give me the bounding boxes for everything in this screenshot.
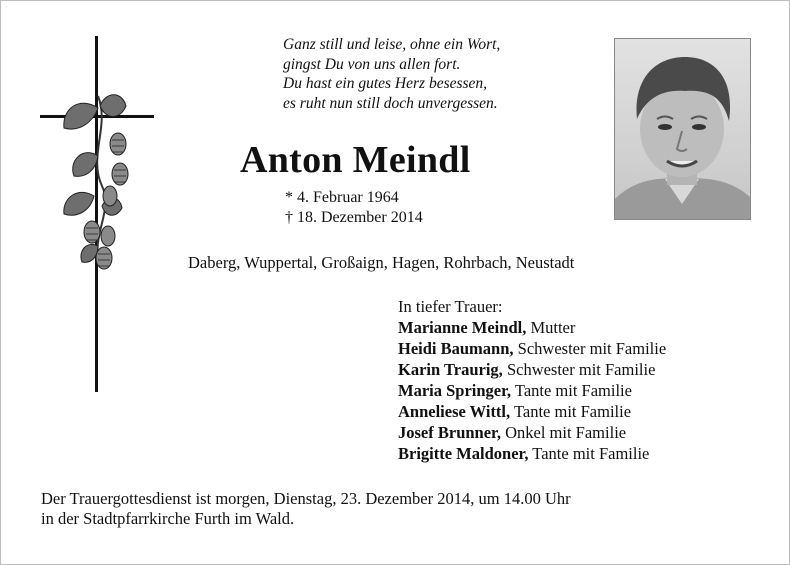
service-line: Der Trauergottesdienst ist morgen, Dienstag, 23. Dezember 2014, um 14.00 Uhr [41, 489, 571, 508]
mourner-name: Josef Brunner, [398, 423, 501, 442]
mourner-relation: Tante mit Familie [513, 402, 632, 421]
places-line: Daberg, Wuppertal, Großaign, Hagen, Rohrbach, Neustadt [188, 253, 575, 272]
deceased-name: Anton Meindl [240, 139, 471, 181]
mourner-row [398, 380, 666, 401]
poem-line: Ganz still und leise, ohne ein Wort, [283, 36, 501, 53]
mourner-row [398, 317, 666, 338]
mourner-name: Karin Traurig, [398, 360, 503, 379]
portrait-photo [614, 38, 751, 220]
mourner-row [398, 359, 666, 380]
mourner-name: Brigitte Maldoner, [398, 444, 529, 463]
poem-line: es ruht nun still doch unvergessen. [283, 94, 498, 112]
mourner-name: Anneliese Wittl, [398, 402, 511, 421]
mourner-name: Heidi Baumann, [398, 339, 514, 358]
service-line: in der Stadtpfarrkirche Furth im Wald. [41, 509, 295, 528]
mourning-intro: In tiefer Trauer: [398, 297, 503, 316]
mourner-relation: Tante mit Familie [532, 444, 650, 463]
mourner-relation: Mutter [530, 318, 576, 337]
mourner-row [398, 401, 666, 422]
mourner-row [398, 443, 666, 464]
service-notice [41, 489, 571, 529]
mourner-relation: Tante mit Familie [514, 381, 632, 400]
mourner-relation: Schwester mit Familie [506, 360, 656, 379]
mourner-row [398, 338, 666, 359]
mourner-relation: Onkel mit Familie [505, 423, 627, 442]
life-dates [285, 188, 423, 228]
mourner-name: Marianne Meindl, [398, 318, 527, 337]
birth-date: * 4. Februar 1964 [285, 189, 399, 206]
poem [283, 35, 593, 113]
mourner-name: Maria Springer, [398, 381, 512, 400]
death-date: † 18. Dezember 2014 [285, 209, 423, 226]
mourner-relation: Schwester mit Familie [517, 339, 667, 358]
poem-line: gingst Du von uns allen fort. [283, 55, 461, 73]
mourners-list [398, 296, 666, 464]
poem-line: Du hast ein gutes Herz besessen, [283, 75, 488, 92]
mourner-row [398, 422, 666, 443]
cross-with-hops-icon [40, 36, 160, 392]
